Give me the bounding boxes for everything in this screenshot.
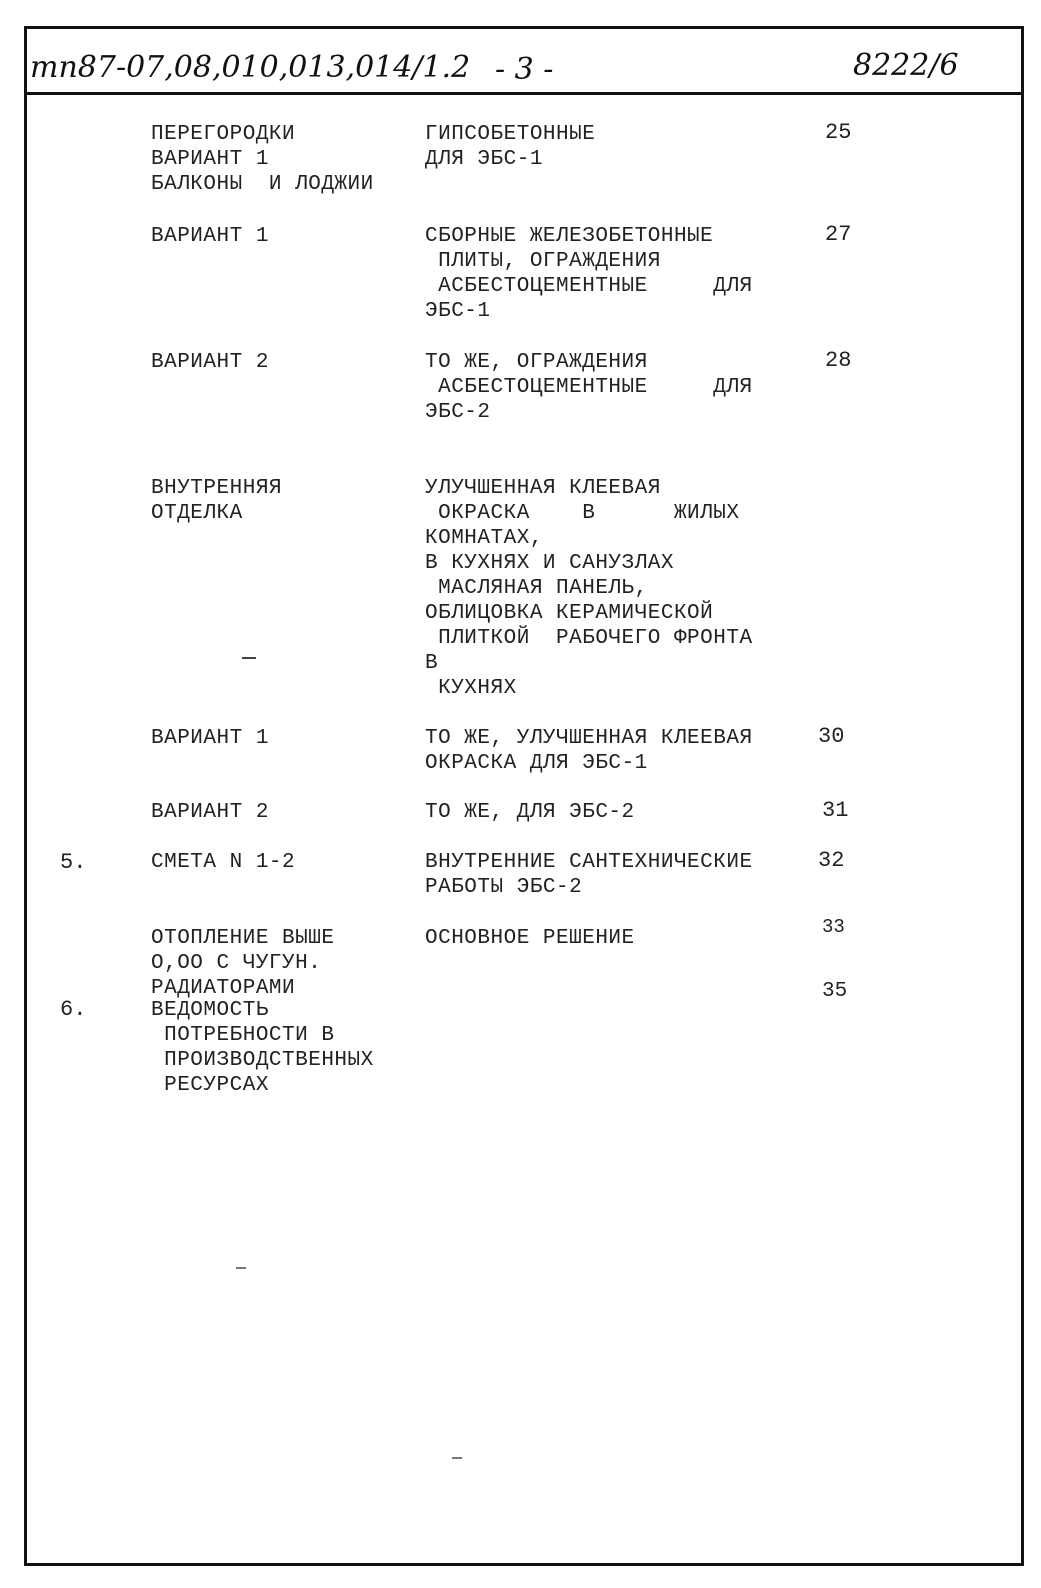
row-right-text: ТО ЖЕ, УЛУЧШЕННАЯ КЛЕЕВАЯ ОКРАСКА ДЛЯ ЭБС-1 [425,727,753,775]
row-left-text: ВЕДОМОСТЬ ПОТРЕБНОСТИ В ПРОИЗВОДСТВЕННЫХ РЕСУРСАХ [151,999,374,1097]
header-rule [24,92,1024,95]
row-page: 35 [822,980,848,1003]
row-page: 33 [822,916,845,938]
row-page: 30 [818,724,845,749]
row-page: 28 [825,348,852,373]
row-left-text: ОТОПЛЕНИЕ ВЫШЕ О,ОО С ЧУГУН. РАДИАТОРАМИ [151,927,335,1000]
scan-speck [452,1457,462,1459]
row-left-text: СМЕТА N 1-2 [151,851,296,874]
row-left-text: ВАРИАНТ 1 [151,727,269,750]
row-right-text: УЛУЧШЕННАЯ КЛЕЕВАЯ ОКРАСКА В ЖИЛЫХ КОМНАТАХ, В КУХНЯХ И САНУЗЛАХ МАСЛЯНАЯ ПАНЕЛЬ, ОБЛИЦОВКА КЕРАМИЧЕСКОЙ ПЛИТКОЙ РАБОЧЕГО ФРОНТА В КУХНЯХ [425,477,753,700]
row-item-number: 6. [60,997,87,1022]
row-right-text: СБОРНЫЕ ЖЕЛЕЗОБЕТОННЫЕ ПЛИТЫ, ОГРАЖДЕНИЯ АСБЕСТОЦЕМЕНТНЫЕ ДЛЯ ЭБС-1 [425,225,753,323]
row-left-text: ПЕРЕГОРОДКИ ВАРИАНТ 1 БАЛКОНЫ И ЛОДЖИИ [151,123,374,196]
row-left-text: ВАРИАНТ 2 [151,351,269,374]
row-right-text: ОСНОВНОЕ РЕШЕНИЕ [425,927,635,950]
row-left-text: ВНУТРЕННЯЯ ОТДЕЛКА [151,477,283,525]
row-page: 27 [825,222,852,247]
row-right-text: ТО ЖЕ, ДЛЯ ЭБС-2 [425,801,635,824]
row-page: 31 [822,798,849,823]
scan-speck [236,1267,246,1269]
row-right-text: ГИПСОБЕТОННЫЕ ДЛЯ ЭБС-1 [425,123,596,171]
row-left-text: ВАРИАНТ 2 [151,801,269,824]
dash-mark [242,657,256,659]
row-page: 25 [825,120,852,145]
row-right-text: ВНУТРЕННИЕ САНТЕХНИЧЕСКИЕ РАБОТЫ ЭБС-2 [425,851,753,899]
document-number: 8222/6 [853,48,959,83]
row-left-text: ВАРИАНТ 1 [151,225,269,248]
document-code: тп87-07,08,010,013,014/1.2 [30,50,471,85]
row-right-text: ТО ЖЕ, ОГРАЖДЕНИЯ АСБЕСТОЦЕМЕНТНЫЕ ДЛЯ ЭБС-2 [425,351,753,424]
row-page: 32 [818,848,845,873]
row-item-number: 5. [60,850,87,875]
page-number: - 3 - [495,52,554,87]
